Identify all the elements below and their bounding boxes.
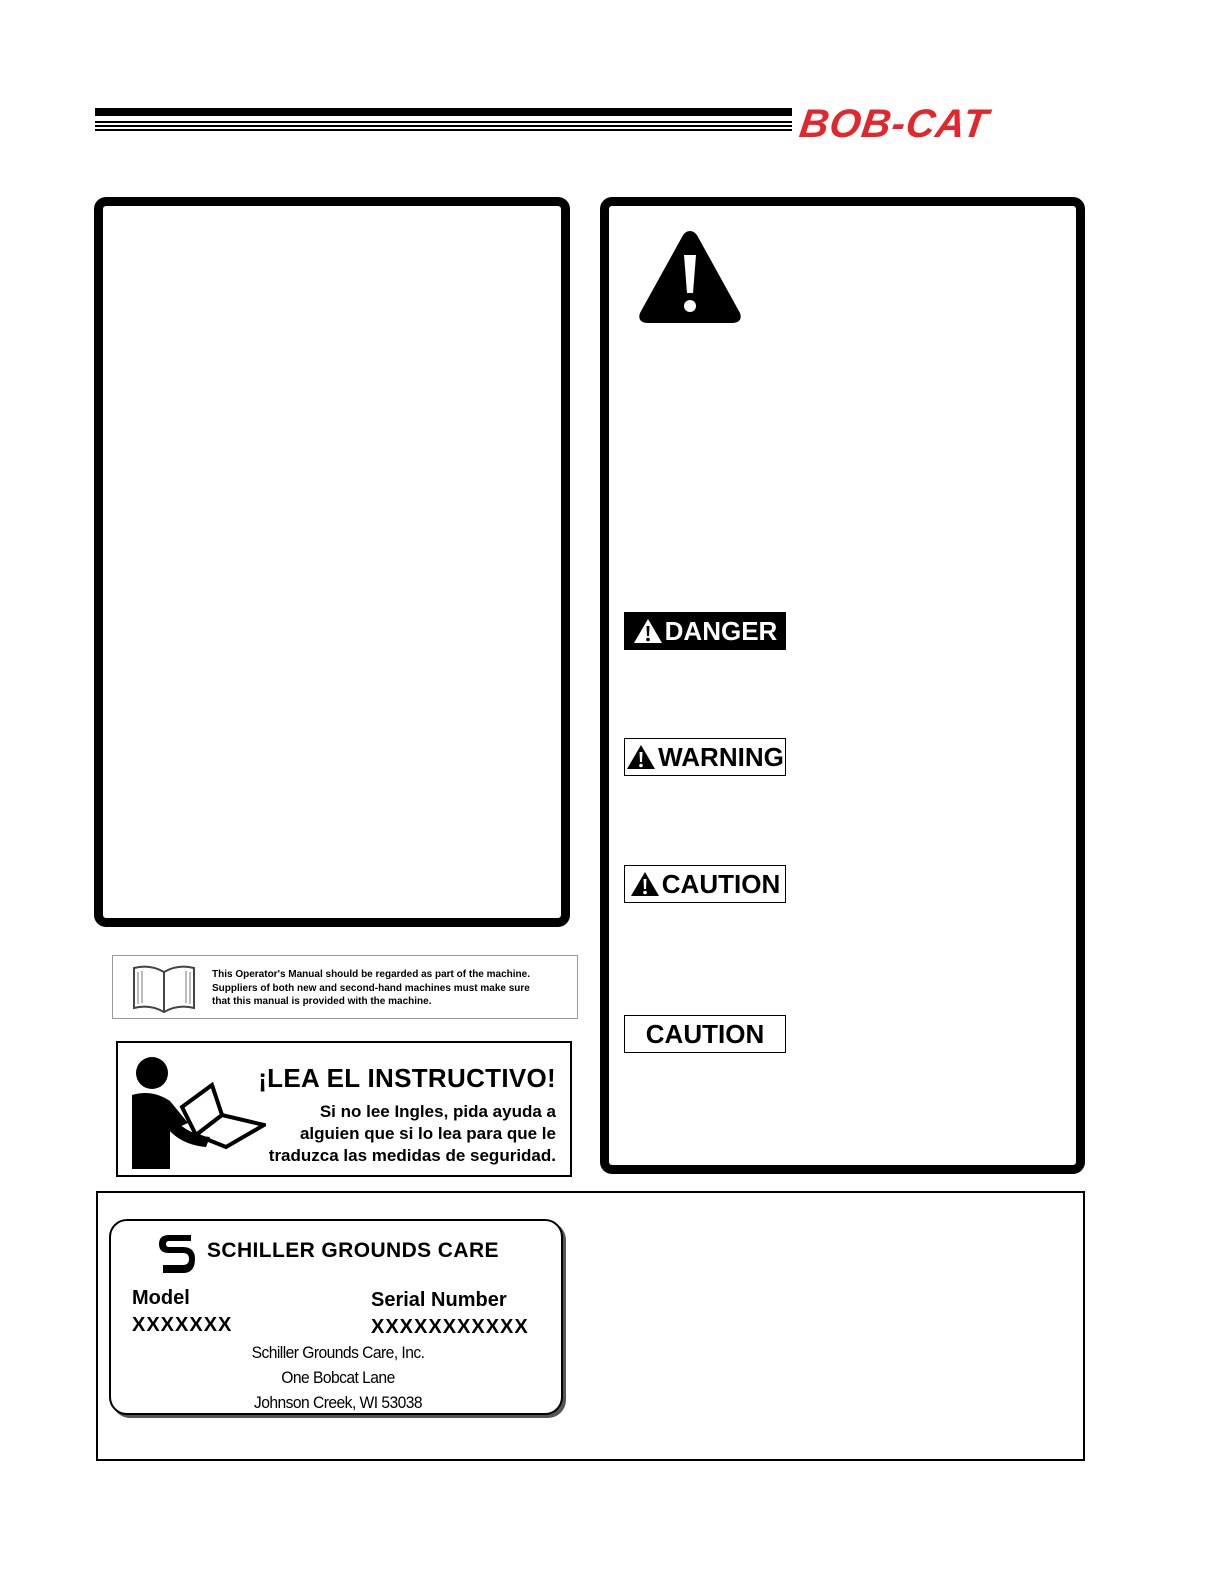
- plate-brand: SCHILLER GROUNDS CARE: [207, 1239, 499, 1262]
- warning-text: WARNING: [658, 741, 784, 772]
- plate-city: Johnson Creek, WI 53038: [253, 1393, 423, 1412]
- caution-signal-label: [624, 865, 786, 903]
- danger-signal-label: [624, 612, 786, 650]
- plate-street: One Bobcat Lane: [281, 1368, 395, 1387]
- open-book-icon: [130, 962, 198, 1014]
- serial-number-box: [96, 1191, 1085, 1461]
- header-rule-thin: [95, 121, 792, 123]
- manual-notice-text: [212, 968, 572, 1009]
- serial-value: XXXXXXXXXXX: [371, 1316, 529, 1338]
- serial-plate: [109, 1219, 563, 1415]
- manual-notice-banner: [112, 955, 578, 1019]
- alert-triangle-icon: [626, 744, 656, 770]
- manual-notice-line: This Operator's Manual should be regarded as part of the machine.: [212, 969, 530, 980]
- spanish-notice-line: traduzca las medidas de seguridad.: [268, 1146, 556, 1165]
- person-reading-icon: [126, 1051, 266, 1171]
- caution-plain-signal-label: [624, 1015, 786, 1053]
- header-rule-thick: [95, 108, 792, 116]
- spanish-notice-title: ¡LEA EL INSTRUCTIVO!: [258, 1063, 556, 1093]
- schiller-s-logo-icon: [155, 1231, 197, 1277]
- left-content-box: [94, 197, 570, 927]
- spanish-notice-line: Si no lee Ingles, pida ayuda a: [319, 1102, 556, 1121]
- alert-triangle-icon: [633, 618, 663, 644]
- bob-cat-logo: BOB-CAT: [796, 102, 992, 146]
- manual-notice-line: Suppliers of both new and second-hand machines must make sure: [212, 982, 530, 994]
- danger-text: DANGER: [664, 615, 778, 646]
- header-rule-thin: [95, 129, 792, 131]
- spanish-notice-line: alguien que si lo lea para que le: [299, 1124, 556, 1143]
- spanish-notice-banner: [116, 1041, 572, 1177]
- warning-signal-label: [624, 738, 786, 776]
- manual-notice-line: that this manual is provided with the machine.: [212, 996, 432, 1007]
- plate-company: Schiller Grounds Care, Inc.: [251, 1343, 425, 1362]
- caution-text: CAUTION: [661, 868, 781, 899]
- model-label: Model: [132, 1287, 190, 1309]
- caution-plain-text: CAUTION: [645, 1018, 765, 1049]
- spanish-notice-text: [269, 1101, 556, 1167]
- model-value: XXXXXXX: [132, 1314, 233, 1336]
- header-rule-thin: [95, 125, 792, 127]
- alert-triangle-icon: [630, 871, 660, 897]
- serial-label: Serial Number: [371, 1289, 507, 1311]
- safety-alert-triangle-icon: [637, 229, 743, 325]
